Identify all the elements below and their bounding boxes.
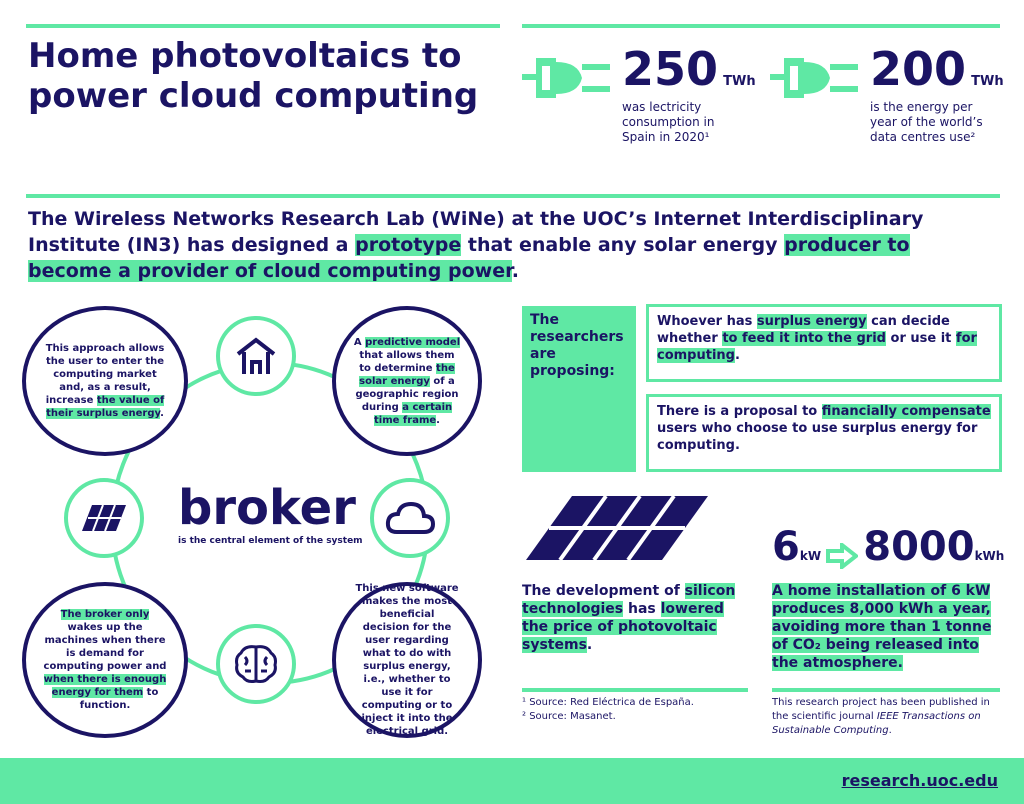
cloud-circle — [370, 478, 450, 558]
proposal-box-1: Whoever has surplus energy can decide whether to feed it into the grid or use it for computing. — [646, 304, 1002, 382]
page-title: Home photovoltaics to power cloud computing — [28, 36, 479, 116]
stat-2 — [770, 44, 1010, 154]
to-unit: kWh — [974, 549, 1005, 563]
brain-circle — [216, 624, 296, 704]
conversion-figure — [772, 524, 1004, 570]
stat-description: was lectricity consumption in Spain in 2020¹ — [622, 100, 715, 144]
house-circle — [216, 316, 296, 396]
stat-unit: TWh — [971, 74, 1004, 89]
stat-value: 250 — [622, 42, 719, 96]
from-unit: kW — [799, 549, 822, 563]
from-value: 6 — [772, 524, 800, 570]
arrow-right-icon — [826, 543, 858, 569]
stat-value: 200 — [870, 42, 967, 96]
circle-wakes-machines: The broker only wakes up the machines when there is demand for computing power and when there is enough energy for them to function. — [22, 582, 188, 738]
stat-1 — [522, 42, 756, 154]
broker-subtitle: is the central element of the system — [178, 536, 363, 546]
solar-panel-icon — [80, 503, 128, 533]
source-2: ² Source: Masanet. — [522, 711, 616, 722]
source-1: ¹ Source: Red Eléctrica de España. — [522, 697, 694, 708]
circle-user-market: This approach allows the user to enter the computing market and, as a result, increase the value of their surplus energy. — [22, 306, 188, 456]
proposal-box-2: There is a proposal to financially compensate users who choose to use surplus energy for computing. — [646, 394, 1002, 472]
solar-panel-icon — [522, 492, 712, 564]
publication-note: This research project has been published in the scientific journal IEEE Transactions on Sustainable Computing. — [772, 697, 990, 736]
to-value: 8000 — [863, 524, 975, 570]
publication-rule — [772, 688, 1000, 692]
house-icon — [234, 336, 278, 376]
top-rule-left — [26, 24, 500, 28]
cloud-icon — [385, 500, 435, 536]
plug-icon — [522, 54, 614, 102]
intro-text: The Wireless Networks Research Lab (WiNe) at the UOC’s Internet Interdisciplinary Institute (IN3) has designed a prototype that enable any solar energy producer to become a provider of cloud computing power. — [28, 208, 924, 282]
conversion-text: A home installation of 6 kW produces 8,000 kWh a year, avoiding more than 1 tonne of CO₂ being released into the atmosphere. — [772, 583, 992, 671]
footer-link[interactable]: research.uoc.edu — [841, 771, 998, 790]
sources — [522, 696, 748, 724]
stat-unit: TWh — [723, 74, 756, 89]
circle-predictive-model: A predictive model that allows them to determine the solar energy of a geographic region during a certain time frame. — [332, 306, 482, 456]
mid-rule — [26, 194, 1000, 198]
solar-panel-circle — [64, 478, 144, 558]
stat-description: is the energy per year of the world’s data centres use² — [870, 100, 983, 144]
proposing-label: The researchers are proposing: — [522, 306, 636, 472]
silicon-text: The development of silicon technologies has lowered the price of photovoltaic systems. — [522, 583, 736, 653]
top-rule-right — [522, 24, 1000, 28]
circle-new-software: This new software makes the most beneficial decision for the user regarding what to do with surplus energy, i.e., whether to use it for computing or to inject it into the electrical grid. — [332, 582, 482, 738]
sources-rule — [522, 688, 748, 692]
brain-icon — [233, 643, 279, 685]
plug-icon — [770, 54, 862, 102]
broker-title: broker — [178, 480, 356, 536]
